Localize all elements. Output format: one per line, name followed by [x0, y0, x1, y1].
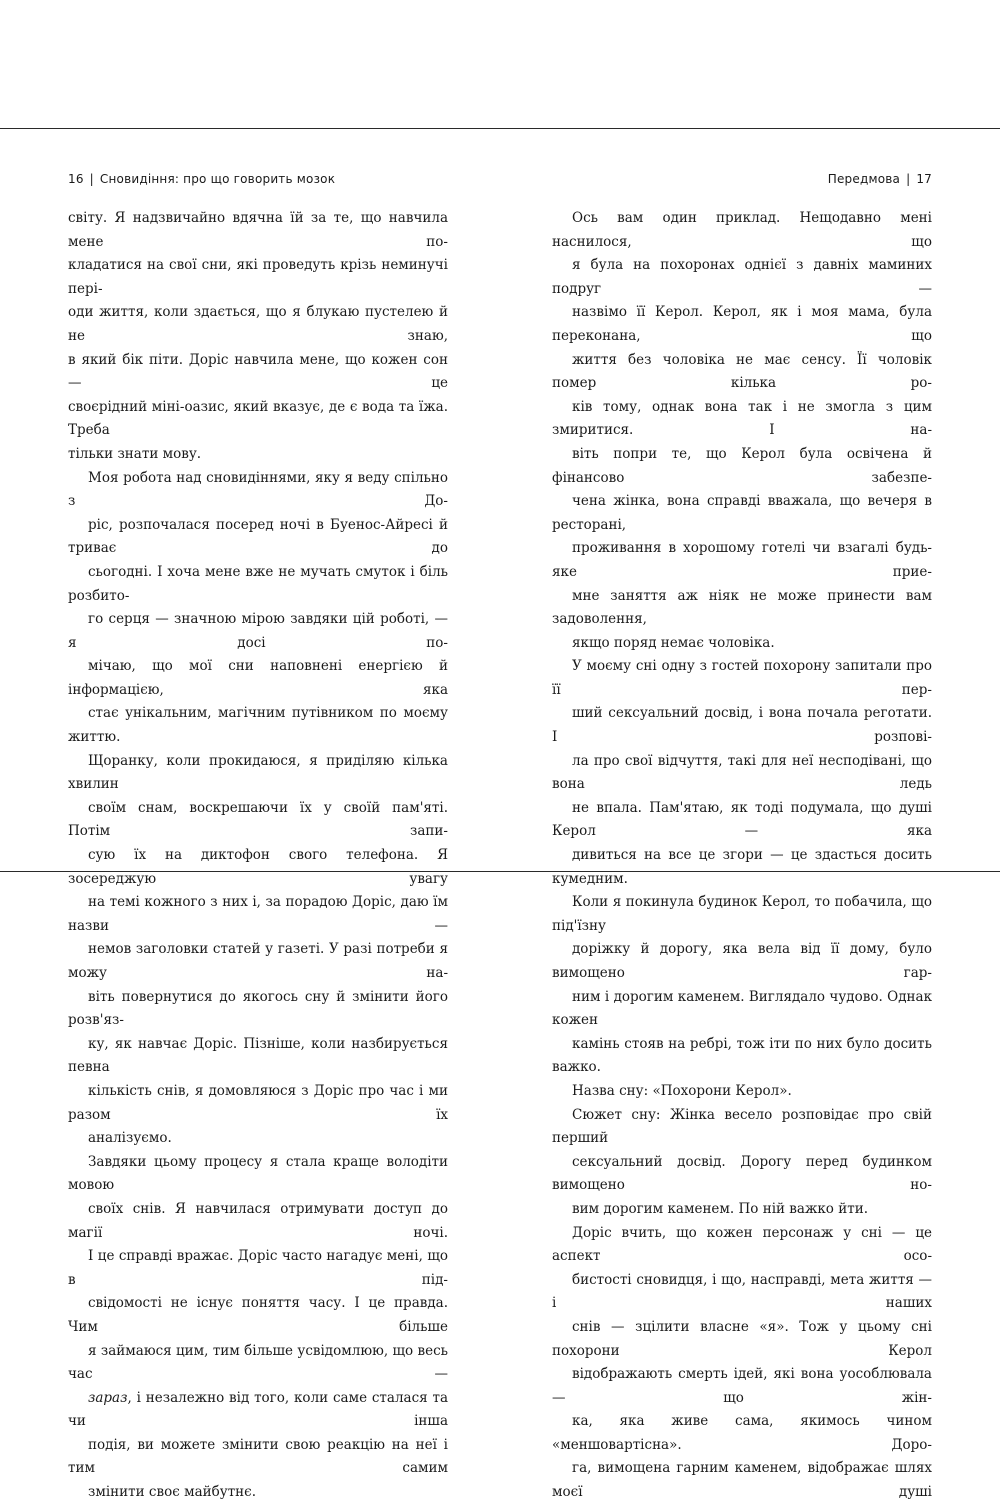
- text-line: кількість снів, я домовляюся з Доріс про час і ми разом їх: [68, 1082, 448, 1123]
- text-line: сьогодні. І хоча мене вже не мучать смуток і біль розбито-: [68, 563, 448, 604]
- text-line: ший сексуальний досвід, і вона почала реготати. І розпові-: [552, 705, 932, 746]
- paragraph: [68, 750, 448, 1151]
- text-line: У моєму сні одну з гостей похорону запитали про її пер-: [552, 658, 932, 698]
- text-line: подія, ви можете змінити свою реакцію на неї і тим самим: [68, 1436, 448, 1477]
- text-line: бистості сновидця, і що, насправді, мета життя — і наших: [552, 1271, 932, 1312]
- text-line: Коли я покинула будинок Керол, то побачила, що під'їзну: [552, 894, 932, 934]
- text-line: Щоранку, коли прокидаюся, я приділяю кілька хвилин: [68, 752, 448, 793]
- text-line: своєрідний міні-оазис, який вказує, де є вода та їжа. Треба: [68, 398, 448, 439]
- text-line: якщо поряд немає чоловіка.: [572, 634, 775, 651]
- text-line: світу. Я надзвичайно вдячна їй за те, що навчила мене по-: [68, 210, 448, 250]
- text-line: свідомості не існує поняття часу. І це правда. Чим більше: [68, 1295, 448, 1335]
- text-line: ку, як навчає Доріс. Пізніше, коли назбирується певна: [68, 1035, 448, 1076]
- right-head-separator: |: [906, 172, 911, 186]
- text-line: Назва сну: «Похорони Керол».: [572, 1082, 792, 1099]
- text-line: віть попри те, що Керол була освічена й фінансово забезпе-: [552, 445, 932, 486]
- text-line: Ось вам один приклад. Нещодавно мені наснилося, що: [552, 210, 932, 250]
- paragraph: [68, 1151, 448, 1505]
- text-line: зараз, і незалежно від того, коли саме сталася та чи інша: [68, 1389, 448, 1430]
- text-line: ріс, розпочалася посеред ночі в Буенос-Айресі й триває до: [68, 516, 448, 557]
- paragraph: [68, 207, 448, 467]
- text-line: своїх снів. Я навчилася отримувати доступ до магії ночі.: [68, 1200, 448, 1241]
- paragraph: [552, 1222, 932, 1505]
- text-line: сую їх на диктофон свого телефона. Я зосереджую увагу: [68, 847, 448, 887]
- text-line: тільки знати мову.: [68, 445, 202, 462]
- text-line: мічаю, що мої сни наповнені енергією й інформацією, яка: [68, 658, 448, 698]
- text-line: кладатися на свої сни, які проведуть крізь неминучі пері-: [68, 257, 448, 297]
- text-line: назвімо її Керол. Керол, як і моя мама, була переконана, що: [552, 304, 932, 344]
- text-line: змінити своє майбутнє.: [88, 1484, 257, 1501]
- text-line: Завдяки цьому процесу я стала краще володіти мовою: [68, 1153, 448, 1194]
- left-page-number: 16: [68, 172, 84, 186]
- right-running-head: [552, 169, 932, 189]
- text-line: оди життя, коли здається, що я блукаю пустелею й не знаю,: [68, 304, 448, 344]
- text-line: чена жінка, вона справді вважала, що вечеря в ресторані,: [552, 493, 932, 533]
- text-line: снів — зцілити власне «я». Тож у цьому сні похорони Керол: [552, 1318, 932, 1359]
- text-line: І це справді вражає. Доріс часто нагадує мені, що в під-: [68, 1248, 448, 1288]
- left-body-text: [68, 207, 448, 1505]
- text-line: аналізуємо.: [88, 1130, 172, 1147]
- text-line: доріжку й дорогу, яка вела від її дому, було вимощено гар-: [552, 941, 932, 981]
- text-line: на темі кожного з них і, за порадою Доріс, даю їм назви —: [68, 894, 448, 934]
- text-line: ним і дорогим каменем. Виглядало чудово. Однак кожен: [552, 988, 932, 1029]
- text-line: я була на похоронах однієї з давніх маминих подруг —: [552, 257, 932, 297]
- right-running-title: Передмова: [827, 172, 901, 186]
- text-line: проживання в хорошому готелі чи взагалі будь-яке прие-: [552, 540, 932, 580]
- right-page-number: 17: [916, 172, 932, 186]
- text-line: в який бік піти. Доріс навчила мене, що кожен сон — це: [68, 351, 448, 392]
- text-line: життя без чоловіка не має сенсу. Її чоловік помер кілька ро-: [552, 351, 932, 392]
- text-line: мне заняття аж ніяк не може принести вам задоволення,: [552, 587, 932, 628]
- text-line: ків тому, однак вона так і не змогла з цим змиритися. І на-: [552, 398, 932, 439]
- text-line: га, вимощена гарним каменем, відображає шлях моєї душі: [552, 1460, 932, 1501]
- paragraph: [552, 207, 932, 655]
- left-running-head: [68, 169, 448, 189]
- right-page: [552, 169, 932, 1505]
- paragraph: [552, 1080, 932, 1104]
- text-line: Сюжет сну: Жінка весело розповідає про свій перший: [552, 1106, 932, 1147]
- text-line: сексуальний досвід. Дорогу перед будинком вимощено но-: [552, 1153, 932, 1194]
- text-line: камінь стояв на ребрі, тож іти по них було досить важко.: [552, 1035, 932, 1076]
- right-body-text: [552, 207, 932, 1505]
- text-line: віть повернутися до якогось сну й змінити його розв'яз-: [68, 988, 448, 1029]
- text-line: стає унікальним, магічним путівником по моєму життю.: [68, 705, 448, 746]
- text-line: Моя робота над сновидіннями, яку я веду спільно з До-: [68, 469, 448, 510]
- left-running-title: Сновидіння: про що говорить мозок: [99, 172, 336, 186]
- text-line: Доріс вчить, що кожен персонаж у сні — це аспект осо-: [552, 1224, 932, 1265]
- text-line: своїм снам, воскрешаючи їх у своїй пам'яті. Потім запи-: [68, 799, 448, 840]
- text-line: я займаюся цим, тим більше усвідомлюю, що весь час —: [68, 1342, 448, 1383]
- text-line: відображають смерть ідей, які вона уособлювала — що жін-: [552, 1366, 932, 1406]
- text-line: немов заголовки статей у газеті. У разі потреби я можу на-: [68, 941, 448, 981]
- paragraph: [552, 655, 932, 1080]
- paragraph: [68, 467, 448, 750]
- left-page: [68, 169, 448, 1505]
- text-line: дивиться на все це згори — це здасться досить кумедним.: [552, 847, 932, 887]
- text-line: вим дорогим каменем. По ній важко йти.: [572, 1200, 868, 1217]
- text-line: го серця — значною мірою завдяки цій роботі, — я досі по-: [68, 611, 448, 651]
- paragraph: [552, 1104, 932, 1222]
- text-line: ка, яка живе сама, якимось чином «меншовартісна». Доро-: [552, 1413, 932, 1453]
- text-line: не впала. Пам'ятаю, як тоді подумала, що душі Керол — яка: [552, 799, 932, 840]
- left-head-separator: |: [89, 172, 94, 186]
- book-spread: [0, 128, 1000, 1501]
- text-line: ла про свої відчуття, такі для неї несподівані, що вона ледь: [552, 752, 932, 793]
